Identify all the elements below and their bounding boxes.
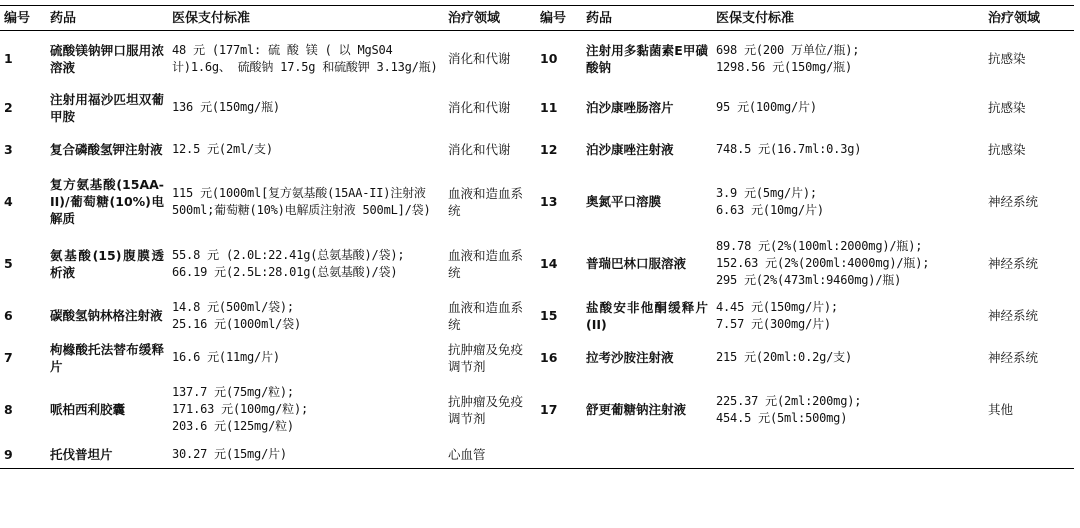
header-num: 编号 xyxy=(4,10,31,26)
table-row xyxy=(0,337,1074,379)
drug-number: 2 xyxy=(4,100,13,115)
payment-standard-line: 95 元(100mg/片) xyxy=(716,100,817,114)
header-drug-right: 药品 xyxy=(586,10,613,26)
header-num-right: 编号 xyxy=(540,10,567,26)
payment-standard-line: 16.6 元(11mg/片) xyxy=(172,350,280,364)
payment-standard xyxy=(712,87,984,129)
payment-standard xyxy=(168,171,444,233)
payment-standard-line: 14.8 元(500ml/袋); xyxy=(172,299,294,314)
drug-name: 泊沙康唑注射液 xyxy=(586,142,674,157)
payment-standard-line: 89.78 元(2%(100ml:2000mg)/瓶); xyxy=(716,239,923,253)
drug-name: 硫酸镁钠钾口服用浓溶液 xyxy=(50,42,164,75)
table-row xyxy=(0,87,1074,129)
table-row xyxy=(0,129,1074,171)
treatment-area: 抗肿瘤及免疫调节剂 xyxy=(448,393,524,426)
treatment-area: 血液和造血系统 xyxy=(448,299,524,332)
drug-name: 注射用多黏菌素E甲磺酸钠 xyxy=(586,42,708,75)
drug-number: 7 xyxy=(4,350,13,365)
payment-standard-line: 115 元(1000ml[复方氨基酸(15AA-II)注射液 500ml;葡萄糖(10%)电解质注射液 500mL]/袋) xyxy=(172,185,431,217)
payment-standard xyxy=(712,233,984,295)
drug-number: 17 xyxy=(540,402,558,417)
payment-standard xyxy=(712,337,984,379)
payment-standard xyxy=(712,295,984,337)
drug-name: 托伐普坦片 xyxy=(50,446,113,462)
treatment-area: 神经系统 xyxy=(988,194,1039,209)
table-row xyxy=(0,295,1074,337)
treatment-area: 神经系统 xyxy=(988,350,1039,365)
drug-number: 9 xyxy=(4,446,13,462)
treatment-area: 抗感染 xyxy=(988,142,1026,157)
payment-standard-line: 137.7 元(75mg/粒); xyxy=(172,385,294,399)
payment-standard xyxy=(168,233,444,295)
drug-name: 泊沙康唑肠溶片 xyxy=(586,100,674,115)
drug-number: 6 xyxy=(4,308,13,323)
payment-standard-line: 1298.56 元(150mg/瓶) xyxy=(716,59,852,74)
drug-number: 13 xyxy=(540,194,558,209)
drug-number: 12 xyxy=(540,142,558,157)
drug-name: 复方氨基酸(15AA-II)/葡萄糖(10%)电解质 xyxy=(50,177,164,226)
table-row xyxy=(0,233,1074,295)
payment-standard xyxy=(712,171,984,233)
drug-number: 1 xyxy=(4,51,13,67)
drug-name: 枸橼酸托法替布缓释片 xyxy=(50,341,164,374)
payment-standard xyxy=(168,379,444,441)
payment-standard-line: 215 元(20ml:0.2g/支) xyxy=(716,350,852,364)
payment-standard-line: 55.8 元 (2.0L:22.41g(总氨基酸)/袋); 66.19 元(2.5L:28.01g(总氨基酸)/袋) xyxy=(172,247,405,279)
payment-standard-line: 225.37 元(2ml:200mg); xyxy=(716,393,862,408)
payment-standard-line: 30.27 元(15mg/片) xyxy=(172,446,287,461)
drug-number: 14 xyxy=(540,256,558,271)
payment-standard-line: 152.63 元(2%(200ml:4000mg)/瓶); xyxy=(716,256,930,270)
treatment-area: 神经系统 xyxy=(988,256,1039,271)
payment-standard xyxy=(712,129,984,171)
treatment-area: 抗肿瘤及免疫调节剂 xyxy=(448,341,524,374)
payment-standard-line: 7.57 元(300mg/片) xyxy=(716,316,831,331)
drug-number: 15 xyxy=(540,308,558,323)
drug-name: 注射用福沙匹坦双葡甲胺 xyxy=(50,91,164,124)
treatment-area xyxy=(984,441,1074,469)
treatment-area: 心血管 xyxy=(448,446,486,462)
treatment-area: 消化和代谢 xyxy=(448,142,511,157)
drug-payment-table xyxy=(0,5,1074,469)
payment-standard-line: 295 元(2%(473ml:9460mg)/瓶) xyxy=(716,273,902,287)
table-row xyxy=(0,441,1074,469)
payment-standard xyxy=(712,379,984,441)
drug-number: 3 xyxy=(4,142,13,157)
payment-standard-line: 171.63 元(100mg/粒); xyxy=(172,402,308,416)
payment-standard-line: 6.63 元(10mg/片) xyxy=(716,202,824,217)
drug-name: 氨基酸(15)腹膜透析液 xyxy=(50,247,164,280)
payment-standard xyxy=(168,295,444,337)
drug-name: 拉考沙胺注射液 xyxy=(586,350,674,365)
header-standard: 医保支付标准 xyxy=(172,10,251,26)
table-header-row xyxy=(0,6,1074,31)
payment-standard-line: 136 元(150mg/瓶) xyxy=(172,100,280,114)
payment-standard-line: 748.5 元(16.7ml:0.3g) xyxy=(716,142,862,156)
drug-name: 普瑞巴林口服溶液 xyxy=(586,256,687,271)
drug-name: 碳酸氢钠林格注射液 xyxy=(50,308,163,323)
drug-name: 奥氮平口溶膜 xyxy=(586,194,662,209)
table-row xyxy=(0,31,1074,87)
treatment-area: 抗感染 xyxy=(988,51,1026,67)
treatment-area: 其他 xyxy=(988,402,1014,417)
drug-name: 复合磷酸氢钾注射液 xyxy=(50,142,163,157)
drug-name: 舒更葡糖钠注射液 xyxy=(586,402,687,417)
header-area: 治疗领域 xyxy=(448,10,501,26)
drug-name: 盐酸安非他酮缓释片(II) xyxy=(586,299,708,332)
payment-standard-line: 4.45 元(150mg/片); xyxy=(716,299,838,314)
drug-number xyxy=(536,441,582,469)
payment-standard-line: 203.6 元(125mg/粒) xyxy=(172,419,294,433)
payment-standard xyxy=(168,87,444,129)
drug-number: 8 xyxy=(4,402,13,417)
payment-standard-line: 48 元 (177ml: 硫 酸 镁 ( 以 MgS04 计)1.6g、 硫酸钠 17.5g 和硫酸钾 3.13g/瓶) xyxy=(172,42,438,74)
drug-name xyxy=(582,441,712,469)
treatment-area: 消化和代谢 xyxy=(448,100,511,115)
drug-number: 4 xyxy=(4,194,13,209)
treatment-area: 抗感染 xyxy=(988,100,1026,115)
table-row xyxy=(0,379,1074,441)
table-row xyxy=(0,171,1074,233)
header-drug: 药品 xyxy=(50,10,77,26)
payment-standard xyxy=(168,337,444,379)
payment-standard-line: 12.5 元(2ml/支) xyxy=(172,142,273,156)
treatment-area: 消化和代谢 xyxy=(448,51,511,67)
payment-standard xyxy=(168,129,444,171)
payment-standard-line: 25.16 元(1000ml/袋) xyxy=(172,316,301,331)
header-standard-right: 医保支付标准 xyxy=(716,10,795,26)
drug-number: 11 xyxy=(540,100,558,115)
drug-number: 16 xyxy=(540,350,558,365)
payment-standard xyxy=(712,31,984,87)
drug-number: 5 xyxy=(4,256,13,271)
payment-standard-line: 3.9 元(5mg/片); xyxy=(716,185,817,200)
payment-standard-line: 454.5 元(5ml:500mg) xyxy=(716,410,848,425)
treatment-area: 血液和造血系统 xyxy=(448,185,524,218)
header-area-right: 治疗领域 xyxy=(988,10,1041,26)
drug-name: 哌柏西利胶囊 xyxy=(50,402,126,417)
payment-standard xyxy=(168,31,444,87)
payment-standard-line: 698 元(200 万单位/瓶); xyxy=(716,42,860,57)
treatment-area: 神经系统 xyxy=(988,308,1039,323)
drug-number: 10 xyxy=(540,51,558,67)
treatment-area: 血液和造血系统 xyxy=(448,247,524,280)
payment-standard xyxy=(168,441,444,469)
payment-standard xyxy=(712,441,984,469)
